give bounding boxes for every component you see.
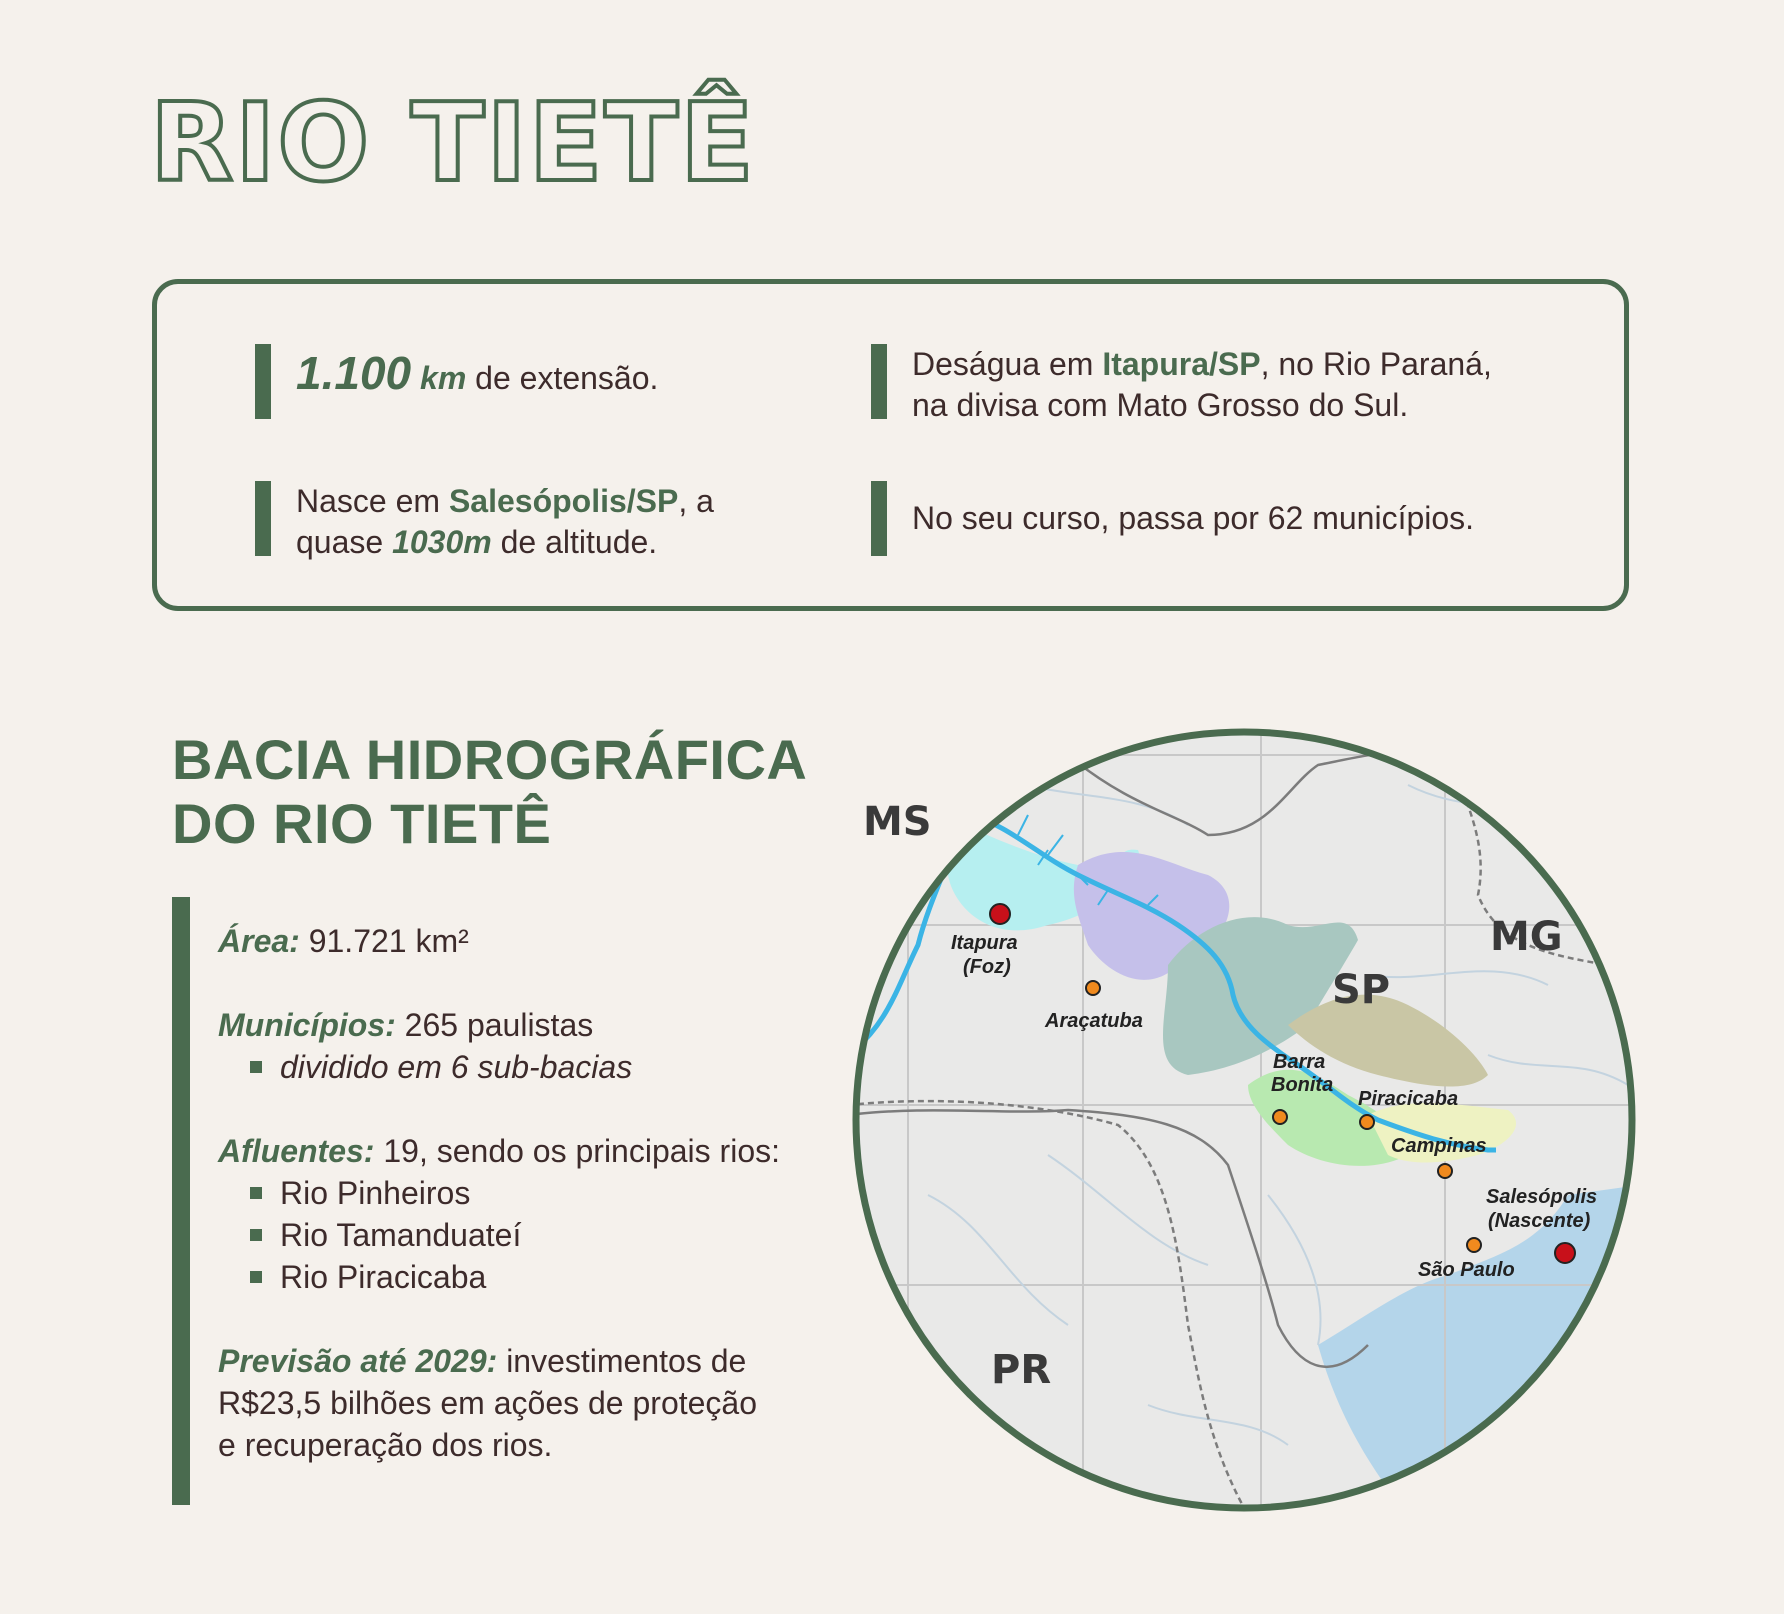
afluente-name: Rio Pinheiros: [280, 1175, 471, 1211]
nascente-line2-post: de altitude.: [491, 524, 658, 560]
list-item: [218, 1172, 838, 1214]
foz-line2: na divisa com Mato Grosso do Sul.: [912, 387, 1409, 423]
section-title-line1: BACIA HIDROGRÁFICA: [172, 728, 808, 791]
area-value: 91.721 km²: [299, 923, 469, 959]
bullet-square-icon: [250, 1271, 262, 1283]
mouth-marker: [990, 904, 1010, 924]
city-label-nascente: (Nascente): [1488, 1210, 1591, 1232]
fact-bar: [871, 481, 887, 556]
info-municipios: [218, 1004, 838, 1046]
municipios-label: Municípios:: [218, 1007, 396, 1043]
foz-place: Itapura/SP: [1102, 346, 1261, 382]
foz-pre: Deságua em: [912, 346, 1103, 382]
bullet-square-icon: [250, 1187, 262, 1199]
fact-bar: [255, 344, 271, 419]
city-marker-barra-bonita: [1273, 1110, 1287, 1124]
previsao-line2: R$23,5 bilhões em ações de proteção: [218, 1385, 758, 1421]
source-marker: [1555, 1243, 1575, 1263]
info-area: [218, 920, 838, 962]
previsao-label: Previsão até 2029:: [218, 1343, 498, 1379]
info-afluentes: [218, 1130, 838, 1172]
municipios-text: No seu curso, passa por 62 municípios.: [912, 500, 1475, 536]
fact-bar: [255, 481, 271, 556]
nascente-place: Salesópolis/SP: [448, 483, 679, 519]
length-text: de extensão.: [466, 360, 659, 396]
facts-box: [152, 279, 1629, 611]
city-marker-piracicaba: [1360, 1115, 1374, 1129]
city-label-salesopolis: Salesópolis: [1486, 1186, 1598, 1208]
afluentes-value: 19, sendo os principais rios:: [374, 1133, 780, 1169]
city-label-itapura-foz: (Foz): [963, 956, 1011, 978]
map-background: [848, 725, 1640, 1515]
municipios-sub: dividido em 6 sub-bacias: [280, 1049, 633, 1085]
length-unit: km: [420, 360, 467, 396]
bullet-square-icon: [250, 1061, 262, 1073]
city-marker-sao-paulo: [1467, 1238, 1481, 1252]
city-marker-campinas: [1438, 1164, 1452, 1178]
state-label-pr: PR: [991, 1347, 1052, 1393]
municipios-value: 265 paulistas: [395, 1007, 594, 1043]
list-item: [218, 1214, 838, 1256]
afluentes-label: Afluentes:: [218, 1133, 375, 1169]
afluente-name: Rio Piracicaba: [280, 1259, 487, 1295]
nascente-line2-pre: quase: [296, 524, 393, 560]
previsao-line1: investimentos de: [497, 1343, 747, 1379]
city-label-bonita: Bonita: [1271, 1074, 1334, 1096]
area-label: Área:: [218, 923, 300, 959]
city-label-itapura: Itapura: [951, 932, 1018, 954]
state-label-sp: SP: [1332, 967, 1391, 1013]
section-title-line2: DO RIO TIETÊ: [172, 792, 552, 855]
city-marker-aracatuba: [1086, 981, 1100, 995]
city-label-sao-paulo: São Paulo: [1418, 1259, 1515, 1281]
info-previsao: [218, 1340, 838, 1382]
city-label-barra: Barra: [1273, 1051, 1326, 1073]
afluente-name: Rio Tamanduateí: [280, 1217, 522, 1253]
city-label-aracatuba: Araçatuba: [1045, 1010, 1143, 1032]
page-title: RIO TIETÊ: [150, 81, 756, 206]
info-block: [218, 920, 838, 1466]
basin-map: [848, 725, 1640, 1515]
previsao-line3: e recuperação dos rios.: [218, 1427, 553, 1463]
city-label-piracicaba: Piracicaba: [1358, 1088, 1459, 1110]
state-label-mg: MG: [1490, 914, 1563, 960]
state-label-ms: MS: [863, 799, 932, 845]
foz-post: , no Rio Paraná,: [1260, 346, 1492, 382]
nascente-pre: Nasce em: [296, 483, 449, 519]
info-accent-bar: [172, 897, 190, 1505]
length-number: 1.100: [296, 347, 412, 399]
fact-bar: [871, 344, 887, 419]
nascente-post: , a: [678, 483, 714, 519]
list-item: [218, 1256, 838, 1298]
section-title: [172, 728, 807, 856]
bullet-square-icon: [250, 1229, 262, 1241]
nascente-altitude: 1030m: [392, 524, 492, 560]
list-item: [218, 1046, 838, 1088]
city-label-campinas: Campinas: [1391, 1135, 1487, 1157]
